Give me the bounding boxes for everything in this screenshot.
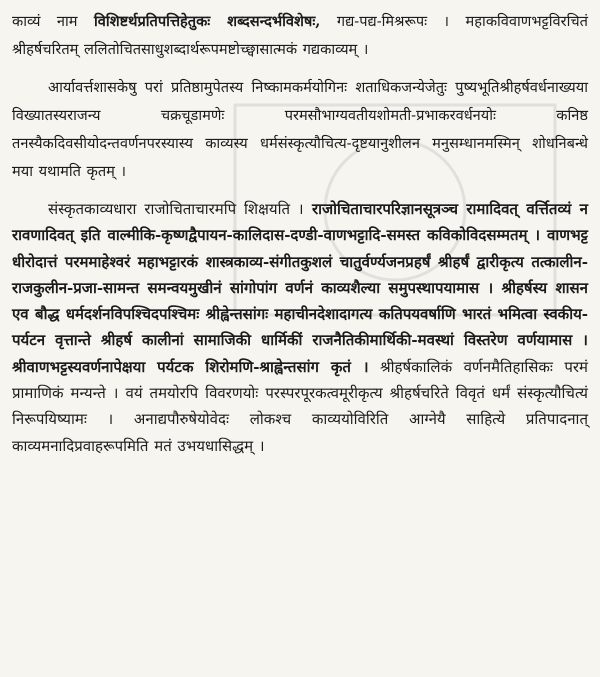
paragraph-royal-conduct: [12, 196, 588, 459]
para1-text-end: गद्य-पद्य-मिश्ररूपः । महाकविवाणभट्टविरचितं श्रीहर्षचरितम् ललितोचितसाधुशब्दार्थरूपमष्टोच्छ्वासात्मकं गद्यकाव्यम् ।: [12, 13, 588, 58]
para3-bold-text: राजोचिताचारपरिज्ञानसूत्रञ्च रामादिवत् वर्त्तितव्यं न रावणादिवत् इति वाल्मीकि-कृष्णद्वैपायन-कालिदास-दण्डी-वाणभट्टादि-समस्त कविकोविदसम्मतम् । वाणभट्ट धीरोदात्तं परममाहेश्वरं महाभट्टारकं शास्त्रकाव्य-संगीतकुशलं चातुर्वर्ण्यजनप्रहर्षं श्रीहर्षं द्वारीकृत्य तत्कालीन-राजकुलीन-प्रजा-सामन्त समन्वयमुखीनं सांगोपांग वर्णनं काव्यशैल्या समुपस्थापयामास । श्रीहर्षस्य शासन एव बौद्ध धर्मदर्शनविपश्चिदपश्चिमः श्रीह्वेन्तसांगः महाचीनदेशादागत्य कतिपयवर्षाणि भारतं भमित्वा स्वकीय-पर्यटन वृत्तान्ते श्रीहर्ष कालीनां सामाजिकी धार्मिकीं राजनैतिकीमार्थिकी-मवस्थां विस्तरेण वर्णयामास । श्रीवाणभट्टस्यवर्णनापेक्षया पर्यटक शिरोमणि-श्राह्वेन्तसांग कृतं ।: [12, 200, 588, 376]
paragraph-definition: [12, 8, 588, 64]
para3-text-end: श्रीहर्षकालिकं वर्णनमैतिहासिकः परमं प्रामाणिकं मन्यन्ते । वयं तमयोरपि विवरणयोः परस्परपूरकत्वमूरीकृत्य श्रीहर्षचरिते विवृतं धर्मं संस्कृत्यौचित्यं निरूपयिष्यामः । अनाद्यपौरुषेयोवेदः लोकश्च काव्ययोविरिति आग्नेयै साहित्ये प्रतिपादनात् काव्यमनादिप्रवाहरूपमिति मतं उभयधासिद्धम् ।: [12, 357, 589, 455]
paragraph-research-purpose: [12, 74, 588, 186]
para3-text-start: संस्कृतकाव्यधारा राजोचिताचारमपि शिक्षयति ।: [48, 200, 304, 218]
para1-bold-definition: विशिष्टर्थप्रतिपत्तिहेतुकः शब्दसन्दर्भविशेषः,: [94, 13, 321, 30]
para2-text: आर्यावर्त्तशासकेषु परां प्रतिष्ठामुपेतस्य निष्कामकर्मयोगिनः शताधिकजन्येजेतुः पुष्यभूतिश्रीहर्षवर्धनाख्यया विख्यातस्यराजन्य चक्रचूडामणेः परमसौभाग्यवतीयशोमती-प्रभाकरवर्धनयोः कनिष्ठ तनस्यैकदिवसीयोदन्तवर्णनपरस्यास्य काव्यस्य धर्मसंस्कृत्यौचित्य-दृष्टयानुशीलन मनुसम्धानमस्मिन् शोधनिबन्धे मया यथामति कृतम् ।: [12, 79, 588, 180]
para1-text-start: काव्यं नाम: [12, 13, 95, 30]
